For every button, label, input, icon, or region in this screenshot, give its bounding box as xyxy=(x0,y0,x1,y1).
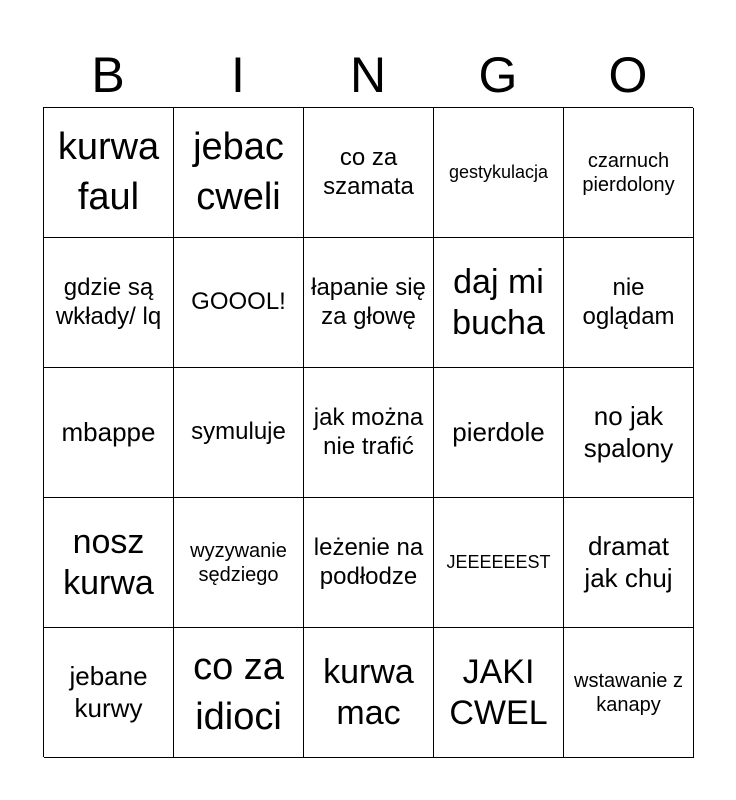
bingo-cell[interactable]: JEEEEEEST xyxy=(434,498,564,628)
bingo-header xyxy=(43,42,693,108)
bingo-cell[interactable]: kurwa faul xyxy=(44,108,174,238)
bingo-cell[interactable]: gdzie są wkłady/ lq xyxy=(44,238,174,368)
bingo-cell[interactable]: gestykulacja xyxy=(434,108,564,238)
bingo-cell[interactable]: symuluje xyxy=(174,368,304,498)
bingo-cell[interactable]: dramat jak chuj xyxy=(564,498,694,628)
bingo-cell[interactable]: jebane kurwy xyxy=(44,628,174,758)
bingo-cell[interactable]: łapanie się za głowę xyxy=(304,238,434,368)
bingo-cell[interactable]: pierdole xyxy=(434,368,564,498)
header-letter-o: O xyxy=(608,47,648,103)
bingo-cell[interactable]: GOOOL! xyxy=(174,238,304,368)
bingo-cell[interactable]: co za szamata xyxy=(304,108,434,238)
bingo-cell[interactable]: nosz kurwa xyxy=(44,498,174,628)
bingo-cell[interactable]: wstawanie z kanapy xyxy=(564,628,694,758)
bingo-cell[interactable]: no jak spalony xyxy=(564,368,694,498)
bingo-cell[interactable]: nie oglądam xyxy=(564,238,694,368)
bingo-cell[interactable]: daj mi bucha xyxy=(434,238,564,368)
header-letter-i: I xyxy=(231,47,245,103)
header-letter-n: N xyxy=(349,47,387,103)
bingo-cell[interactable]: kurwa mac xyxy=(304,628,434,758)
header-letter-g: G xyxy=(478,47,518,103)
bingo-cell[interactable]: wyzywanie sędziego xyxy=(174,498,304,628)
bingo-cell[interactable]: JAKI CWEL xyxy=(434,628,564,758)
bingo-cell[interactable]: mbappe xyxy=(44,368,174,498)
bingo-grid xyxy=(43,107,693,757)
bingo-cell[interactable]: co za idioci xyxy=(174,628,304,758)
bingo-cell[interactable]: czarnuch pierdolony xyxy=(564,108,694,238)
bingo-cell[interactable]: jebac cweli xyxy=(174,108,304,238)
bingo-cell[interactable]: jak można nie trafić xyxy=(304,368,434,498)
header-letter-b: B xyxy=(91,47,125,103)
bingo-cell[interactable]: leżenie na podłodze xyxy=(304,498,434,628)
